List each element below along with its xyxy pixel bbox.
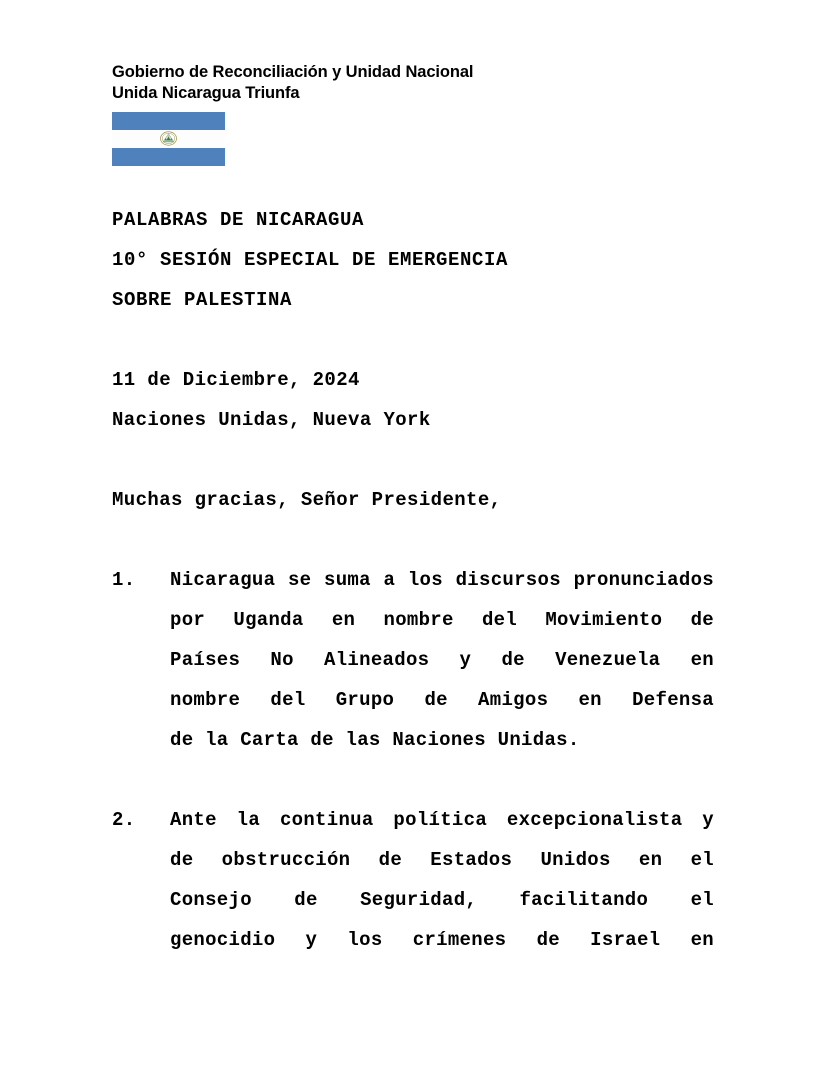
speech-place: Naciones Unidas, Nueva York (112, 409, 431, 431)
paragraph-1-line-2: por Uganda en nombre del Movimiento de (170, 609, 714, 631)
nicaragua-coat-of-arms-icon (160, 131, 177, 146)
paragraph-1-marker: 1. (112, 569, 136, 591)
document-body (112, 200, 714, 960)
paragraph-2-line-1: Ante la continua política excepcionalista y (170, 809, 714, 831)
title-line-3: SOBRE PALESTINA (112, 289, 293, 311)
flag-band-middle (112, 130, 225, 148)
spacer-after-meta (112, 440, 714, 480)
spacer-after-salutation (112, 520, 714, 560)
paragraph-1-line-3: Países No Alineados y de Venezuela en (170, 649, 714, 671)
spacer-between-paragraphs (112, 760, 714, 800)
letterhead-line-2: Unida Nicaragua Triunfa (112, 84, 300, 102)
speech-date: 11 de Diciembre, 2024 (112, 369, 360, 391)
nicaragua-flag-icon (112, 112, 225, 166)
paragraph-2-line-4: genocidio y los crímenes de Israel en (170, 929, 714, 951)
paragraph-1-line-5: de la Carta de las Naciones Unidas. (170, 729, 580, 751)
speech-title (112, 200, 714, 320)
title-line-1: PALABRAS DE NICARAGUA (112, 209, 365, 231)
spacer-after-title (112, 320, 714, 360)
paragraph-1 (112, 560, 714, 760)
paragraph-2-marker: 2. (112, 809, 136, 831)
paragraph-1-line-1: Nicaragua se suma a los discursos pronunciados (170, 569, 714, 591)
salutation: Muchas gracias, Señor Presidente, (112, 489, 502, 511)
letterhead (112, 62, 732, 104)
paragraph-2-line-2: de obstrucción de Estados Unidos en el (170, 849, 714, 871)
paragraph-2 (112, 800, 714, 960)
speech-meta (112, 360, 714, 440)
letterhead-line-1: Gobierno de Reconciliación y Unidad Nacional (112, 63, 474, 81)
flag-band-bottom (112, 148, 225, 166)
paragraph-1-line-4: nombre del Grupo de Amigos en Defensa (170, 689, 714, 711)
paragraph-2-line-3: Consejo de Seguridad, facilitando el (170, 889, 714, 911)
title-line-2: 10° SESIÓN ESPECIAL DE EMERGENCIA (112, 249, 509, 271)
flag-band-top (112, 112, 225, 130)
